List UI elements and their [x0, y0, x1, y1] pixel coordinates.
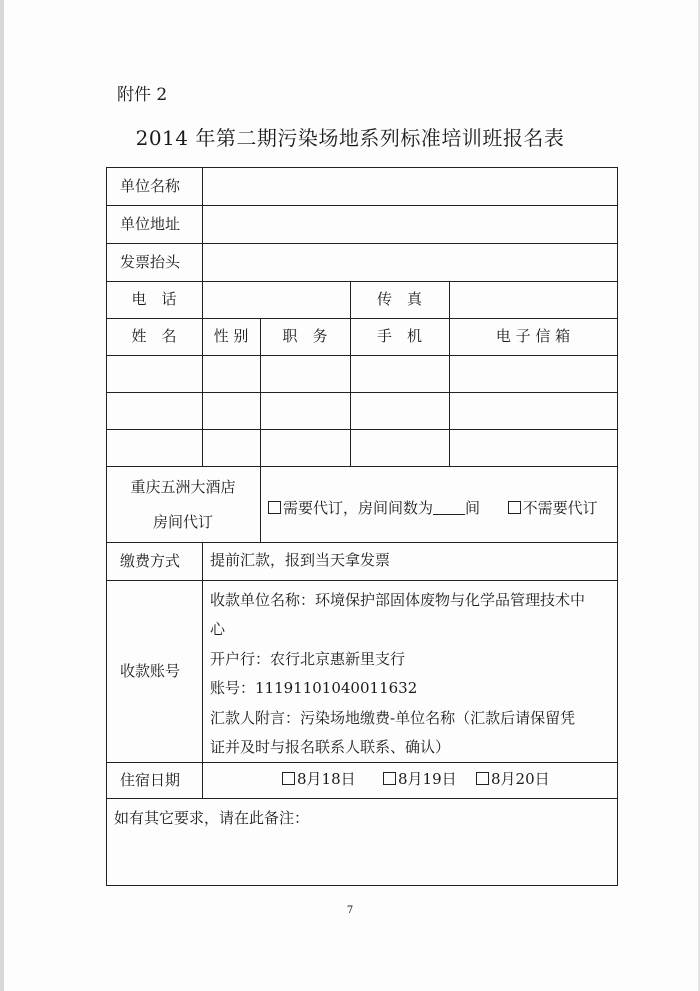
remarks-label: 如有其它要求，请在此备注： — [114, 809, 310, 827]
row-line — [106, 762, 618, 763]
payment-value: 提前汇款，报到当天拿发票 — [210, 551, 391, 569]
row-line — [106, 355, 618, 356]
row-line — [106, 392, 618, 393]
account-note-line1: 汇款人附言：污染场地缴费-单位名称（汇款后请保留凭 — [210, 709, 576, 727]
date-checkbox[interactable] — [383, 772, 396, 785]
need-booking-checkbox[interactable] — [268, 501, 281, 514]
hotel-label-line1: 重庆五洲大酒店 — [130, 478, 236, 496]
col-line — [260, 466, 261, 542]
account-number: 账号：11191101040011632 — [210, 679, 418, 697]
account-bank: 开户行：农行北京惠新里支行 — [210, 650, 406, 668]
account-line2: 心 — [210, 620, 226, 638]
no-booking-checkbox[interactable] — [508, 501, 521, 514]
hotel-label-line2: 房间代订 — [152, 513, 213, 531]
row-line — [106, 798, 618, 799]
table-border-top — [106, 167, 618, 168]
account-label: 收款账号 — [120, 662, 181, 680]
row-line — [106, 466, 618, 467]
room-unit: 间 — [465, 499, 481, 517]
page-title: 2014 年第二期污染场地系列标准培训班报名表 — [135, 126, 565, 150]
unit-name-label: 单位名称 — [120, 177, 181, 195]
row-line — [106, 429, 618, 430]
date-checkbox[interactable] — [282, 772, 295, 785]
payment-label: 缴费方式 — [120, 552, 181, 570]
stay-date-option[interactable] — [383, 769, 457, 789]
room-count-blank[interactable] — [433, 500, 465, 515]
date-label: 8月19日 — [398, 770, 457, 788]
stay-date-option[interactable] — [476, 769, 550, 789]
row-line — [106, 205, 618, 206]
col-line — [449, 281, 450, 318]
row-line — [106, 243, 618, 244]
col-line — [202, 542, 203, 798]
date-label: 8月18日 — [297, 770, 356, 788]
no-booking-text: 不需要代订 — [522, 499, 598, 517]
page-number: 7 — [346, 905, 354, 916]
fax-label: 传 真 — [376, 290, 422, 308]
phone-label: 电 话 — [131, 290, 177, 308]
stay-label: 住宿日期 — [120, 771, 181, 789]
column-header-gender: 性 别 — [213, 327, 249, 345]
attachment-label: 附件 2 — [117, 85, 168, 105]
row-line — [106, 281, 618, 282]
invoice-title-label: 发票抬头 — [120, 253, 181, 271]
row-line — [106, 542, 618, 543]
column-header-email: 电 子 信 箱 — [495, 327, 571, 345]
row-line — [106, 580, 618, 581]
date-label: 8月20日 — [491, 770, 550, 788]
column-header-position: 职 务 — [282, 327, 328, 345]
stay-date-option[interactable] — [282, 769, 356, 789]
row-line — [106, 318, 618, 319]
account-line1: 收款单位名称：环境保护部固体废物与化学品管理技术中 — [210, 591, 586, 609]
need-booking-text: 需要代订，房间间数为 — [283, 499, 434, 517]
hotel-options — [268, 498, 598, 518]
col-line — [202, 167, 203, 318]
column-header-name: 姓 名 — [131, 327, 177, 345]
account-note-line2: 证并及时与报名联系人联系、确认） — [210, 738, 451, 756]
registration-form-table — [106, 167, 618, 886]
table-border-bottom — [106, 885, 618, 886]
column-header-mobile: 手 机 — [376, 327, 422, 345]
unit-address-label: 单位地址 — [120, 215, 181, 233]
table-border-right — [617, 167, 618, 886]
date-checkbox[interactable] — [476, 772, 489, 785]
